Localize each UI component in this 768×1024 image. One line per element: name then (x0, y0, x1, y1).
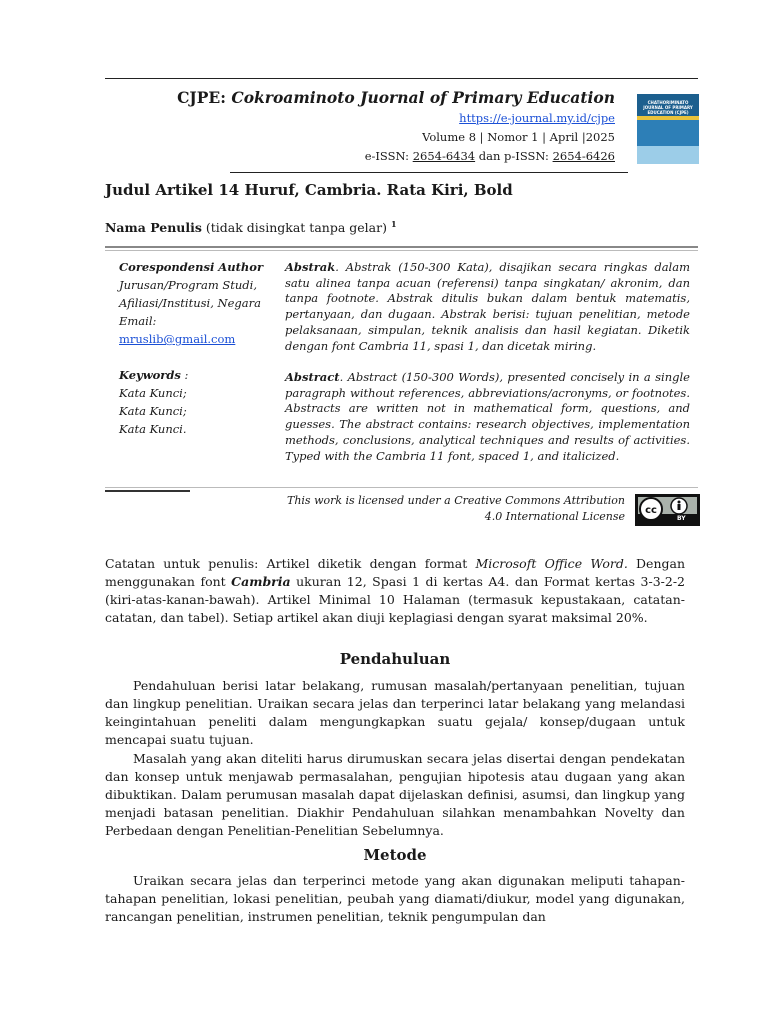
header-top-rule (105, 78, 698, 79)
author-email-link[interactable]: mruslib@gmail.com (119, 332, 236, 346)
abstract-indonesian: Abstrak. Abstrak (150-300 Kata), disajikan secara ringkas dalam satu alinea tanpa acuan (referensi) tanpa singkatan/ akronim, dan tanpa footnote. Abstrak ditulis bukan dalam bentuk matematis, pertanyaan, dan dugaan. Abstrak berisi: tujuan penelitian, metode pelaksanaan, simpulan, teknik analisis dan hasil kegiatan. Diketik dengan font Cambria 11, spasi 1, dan dicetak miring. (285, 260, 690, 353)
author-line: Nama Penulis (tidak disingkat tanpa gelar) $^1$ (105, 219, 397, 236)
author-name: Nama Penulis (105, 220, 202, 236)
abstract-english: Abstract. Abstract (150-300 Words), presented concisely in a single paragraph without references, abbreviations/acronyms, or footnotes. Abstracts are written not in mathematical form, questions, and guesses. The abstract contains: research objectives, implementation methods, conclusions, analytical techniques and results of activities. Typed with the Cambria 11 font, spaced 1, and italicized. (285, 370, 690, 463)
pissn-link[interactable]: 2654-6426 (552, 149, 615, 163)
cc-by-label: BY (677, 515, 686, 522)
article-title: Judul Artikel 14 Huruf, Cambria. Rata Kiri, Bold (105, 181, 513, 199)
keywords-heading: Keywords (119, 368, 181, 382)
cc-by-badge[interactable] (635, 494, 700, 526)
correspondence-block: Corespondensi Author Jurusan/Program Studi, Afiliasi/Institusi, Negara Email: mruslib@gmail.com (119, 258, 279, 348)
keyword-item: Kata Kunci. (119, 422, 187, 436)
abstract-bottom-rule (105, 487, 698, 488)
keyword-item: Kata Kunci; (119, 386, 187, 400)
pendahuluan-paragraph-2: Masalah yang akan diteliti harus dirumuskan secara jelas disertai dengan pendekatan dan konsep untuk menjawab permasalahan, pengujian hipotesis atau dugaan yang akan dibuktikan. Dalam perumusan masalah dapat dijelaskan definisi, asumsi, dan lingkup yang menjadi batasan penelitian. Diakhir Pendahuluan silahkan menambahkan Novelty dan Perbedaan dengan Penelitian-Penelitian Sebelumnya. (105, 751, 685, 838)
author-note-paragraph: Catatan untuk penulis: Artikel diketik dengan format Microsoft Office Word. Dengan menggunakan font Cambria ukuran 12, Spasi 1 di kertas A4. dan Format kertas 3-3-2-2 (kiri-atas-kanan-bawah). Artikel Minimal 10 Halaman (termasuk kepustakaan, catatan-catatan, dan tabel). Setiap artikel akan diuji keplagiasi dengan syarat maksimal 20%. (105, 556, 685, 625)
journal-url-line (300, 108, 615, 128)
svg-text:cc: cc (645, 505, 657, 516)
license-text: This work is licensed under a Creative Commons Attribution 4.0 International License (286, 494, 625, 523)
pendahuluan-paragraph-1: Pendahuluan berisi latar belakang, rumusan masalah/pertanyaan penelitian, tujuan dan lingkup penelitian. Uraikan secara jelas dan terperinci latar belakang yang melandasi keingintahuan peneliti dalam mengungkapkan suatu gejala/ konsep/dugaan untuk mencapai suatu tujuan. (105, 678, 685, 747)
section-heading-pendahuluan: Pendahuluan (339, 650, 451, 668)
header-bottom-rule (230, 172, 628, 173)
journal-cover-image: CHATHORIMINATO JOURNAL OF PRIMARY EDUCATION (CJPE) (637, 94, 699, 164)
eissn-link[interactable]: 2654-6434 (412, 149, 476, 163)
abstract-top-rule-2 (105, 250, 698, 251)
keyword-item: Kata Kunci; (119, 404, 187, 418)
journal-issn: e-ISSN: 2654-6434 dan p-ISSN: 2654-6426 (364, 149, 615, 163)
correspondence-heading: Corespondensi Author (119, 260, 263, 274)
metode-paragraph-1: Uraikan secara jelas dan terperinci metode yang akan digunakan meliputi tahapan-tahapan penelitian, lokasi penelitian, peubah yang diamati/diukur, model yang digunakan, rancangan penelitian, instrumen penelitian, teknik pengumpulan dan (105, 873, 685, 924)
section-heading-metode: Metode (363, 846, 427, 864)
journal-url-link[interactable]: https://e-journal.my.id/cjpe (459, 111, 615, 125)
journal-title: CJPE: Cokroaminoto Juornal of Primary Education (177, 88, 615, 107)
abstract-bottom-rule-accent (105, 490, 190, 492)
journal-volume: Volume 8 | Nomor 1 | April |2025 (422, 130, 615, 144)
cc-logo-icon (636, 495, 699, 525)
abstract-top-rule (105, 246, 698, 248)
keywords-block: Keywords : Kata Kunci; Kata Kunci; Kata Kunci. (119, 366, 279, 438)
